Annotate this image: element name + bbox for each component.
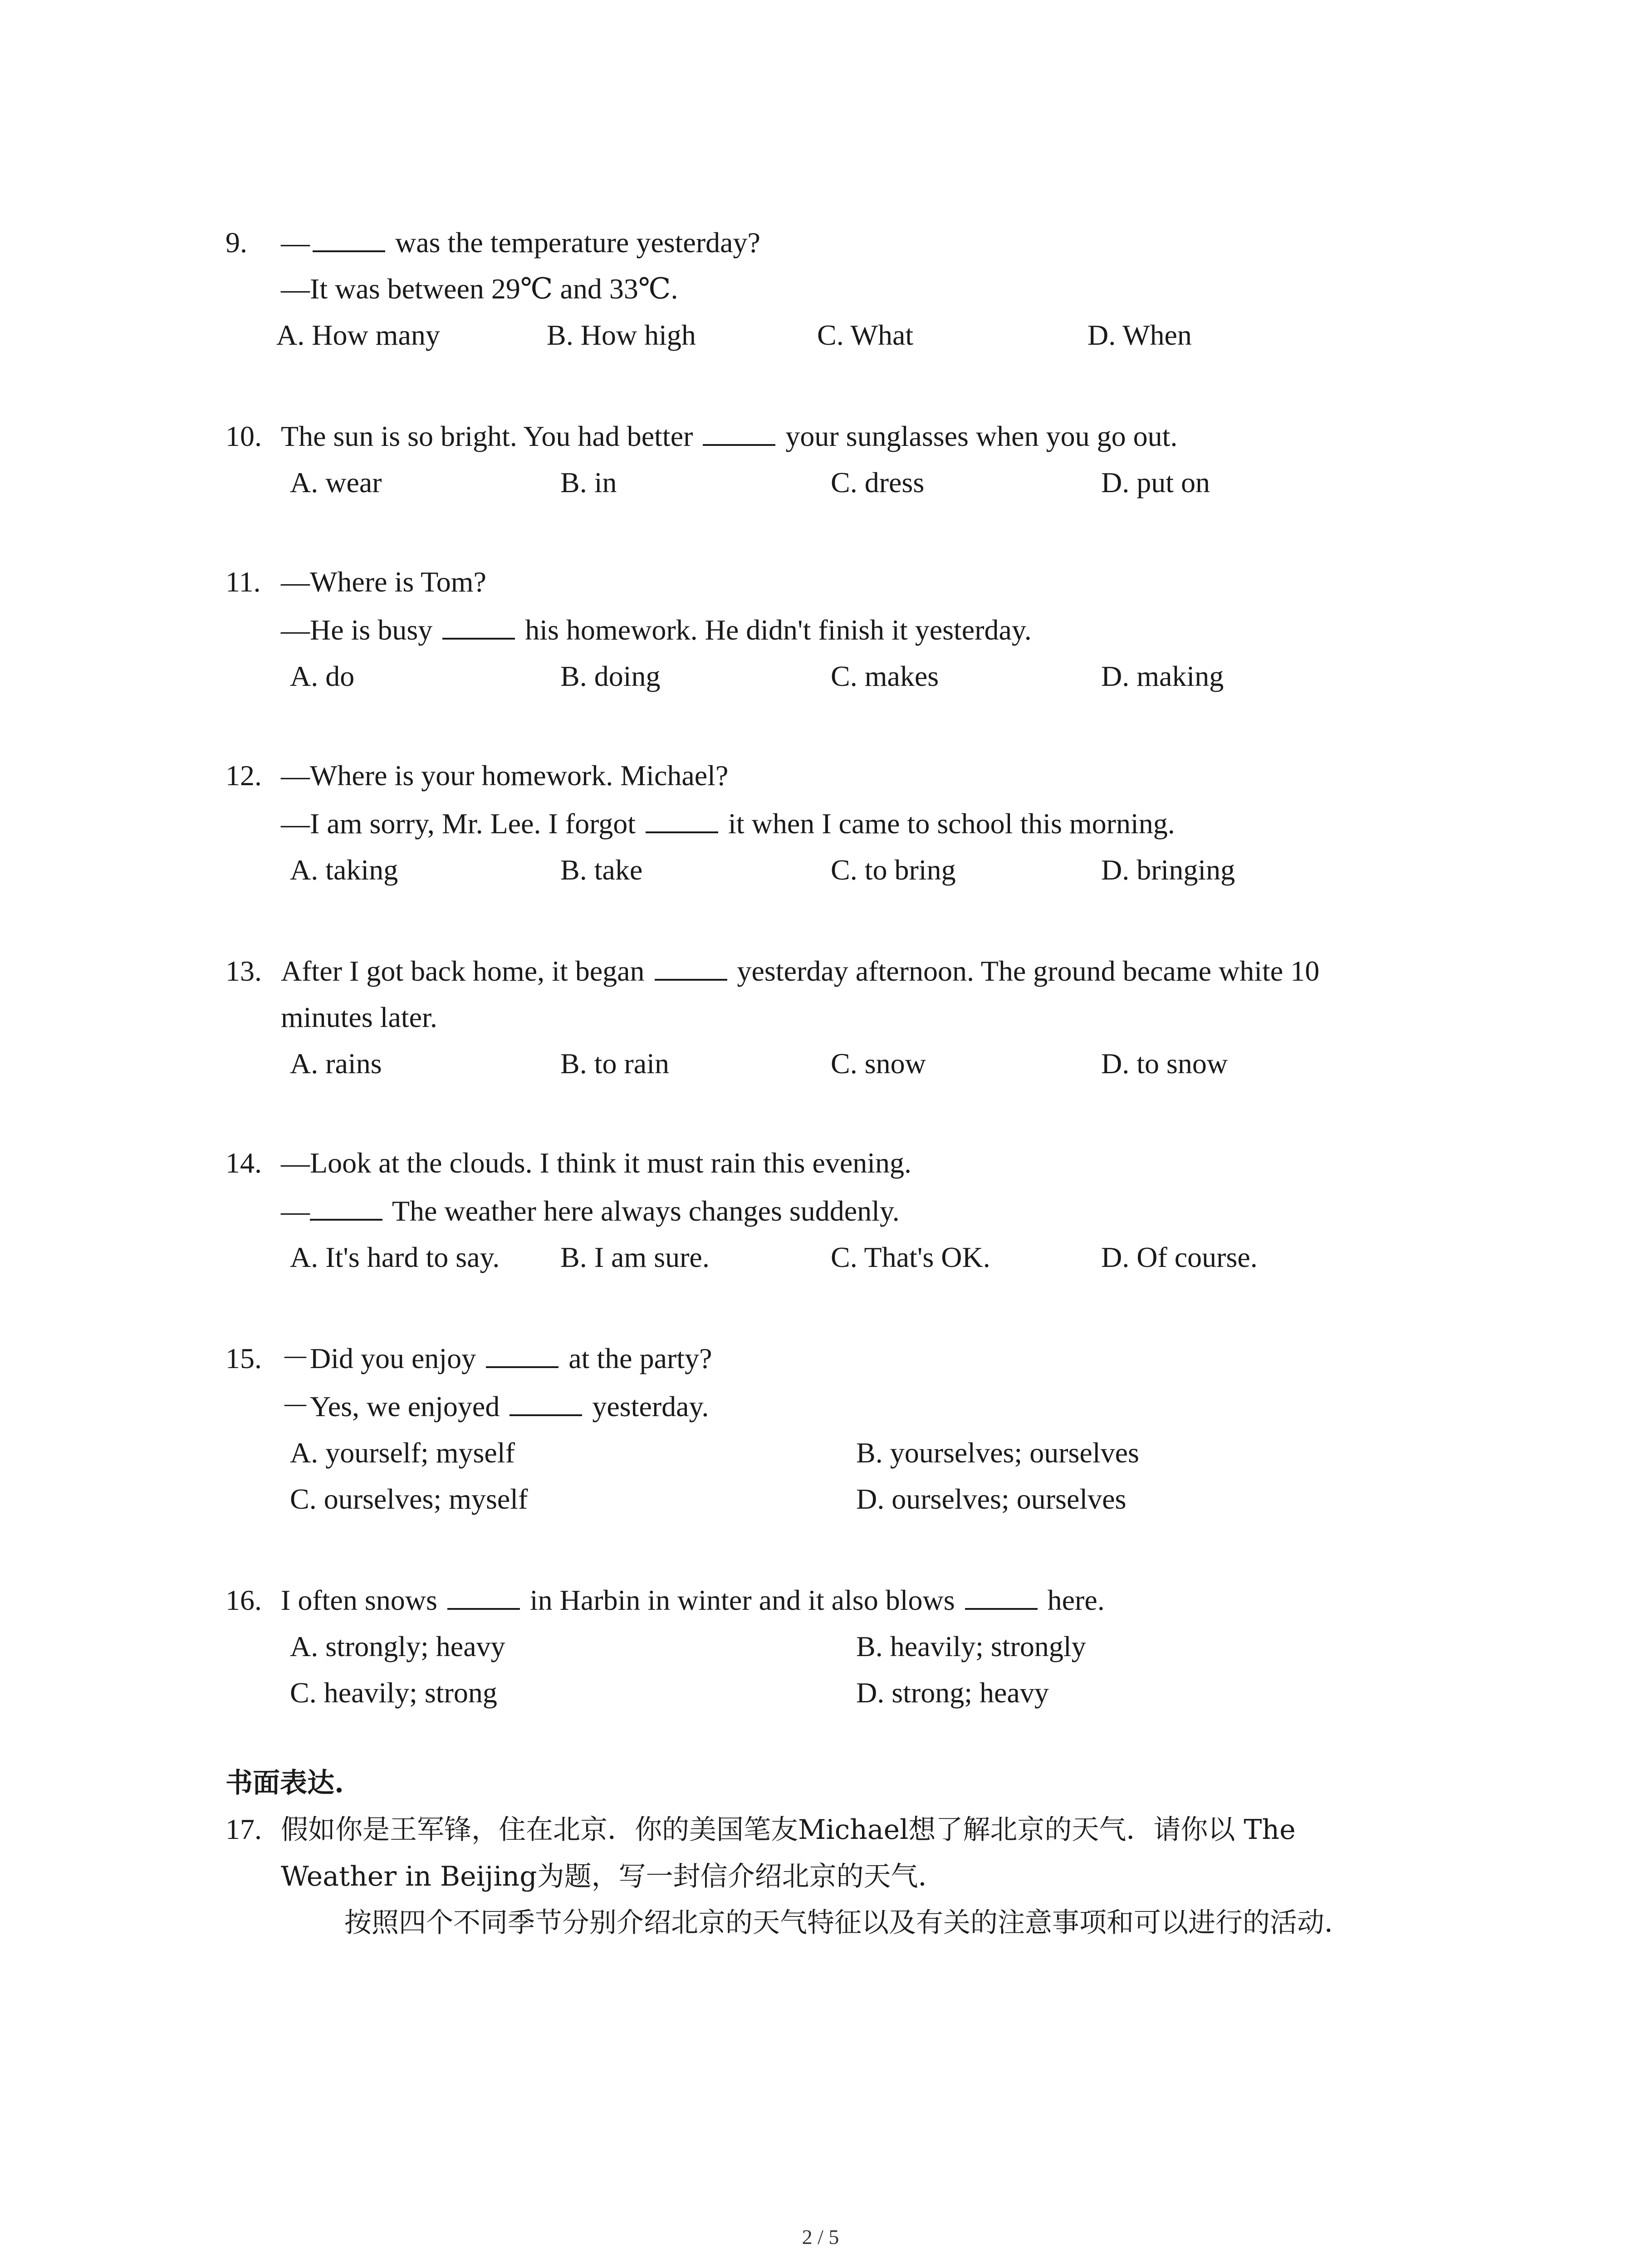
answer-suffix: The weather here always changes suddenly. [385, 1195, 900, 1227]
answer-blank [313, 218, 385, 252]
option-a: A. strongly; heavy [290, 1630, 505, 1662]
question-number: 9. [225, 226, 247, 259]
answer-prefix: — [281, 1195, 310, 1227]
question-stem-suffix: here. [1040, 1584, 1105, 1616]
question-list [225, 218, 1450, 1946]
answer-blank [646, 799, 718, 833]
answer-blank [703, 411, 775, 446]
answer-blank [655, 946, 727, 981]
option-a: A. taking [290, 854, 398, 886]
options-row [225, 653, 1450, 699]
writing-prompt-line-1: 假如你是王军锋，住在北京．你的美国笔友Michael想了解北京的天气．请你以 The [281, 1814, 1296, 1846]
question-stem-suffix: your sunglasses when you go out. [778, 420, 1178, 452]
option-c: C. What [817, 319, 914, 351]
option-d: D. strong; heavy [856, 1677, 1049, 1709]
option-c: C. dress [831, 466, 925, 499]
option-d: D. Of course. [1101, 1241, 1258, 1273]
question-stem-prefix: －Did you enjoy [281, 1342, 484, 1374]
option-c: C. makes [831, 660, 939, 692]
option-b: B. doing [560, 660, 661, 692]
answer-prefix: －Yes, we enjoyed [281, 1390, 507, 1422]
question-stem: —Where is your homework. Michael? [281, 759, 729, 792]
writing-instructions: 按照四个不同季节分别介绍北京的天气特征以及有关的注意事项和可以进行的活动． [344, 1907, 1352, 1939]
question-10 [225, 411, 1450, 506]
answer-blank [509, 1382, 582, 1416]
option-c: C. ourselves; myself [290, 1483, 528, 1515]
option-b: B. to rain [560, 1047, 669, 1080]
question-number: 17. [225, 1813, 262, 1845]
option-b: B. yourselves; ourselves [856, 1437, 1139, 1469]
option-c: C. snow [831, 1047, 926, 1080]
answer-line: —It was between 29℃ and 33℃. [281, 273, 678, 305]
question-number: 11. [225, 566, 261, 598]
question-stem-continuation: minutes later. [281, 1001, 437, 1033]
option-d: D. bringing [1101, 854, 1235, 886]
answer-prefix: —He is busy [281, 614, 440, 646]
options-grid [225, 1623, 1450, 1716]
option-a: A. do [290, 660, 355, 692]
question-11 [225, 559, 1450, 699]
page-number: 2 / 5 [802, 2225, 839, 2248]
option-a: A. How many [276, 319, 440, 351]
question-number: 12. [225, 759, 262, 792]
option-d: D. When [1087, 319, 1192, 351]
question-stem: —Where is Tom? [281, 566, 486, 598]
question-number: 14. [225, 1147, 262, 1179]
option-d: D. ourselves; ourselves [856, 1483, 1127, 1515]
option-b: B. in [560, 466, 617, 499]
question-stem-suffix: yesterday afternoon. The ground became white 10 [730, 955, 1320, 987]
question-stem-middle: in Harbin in winter and it also blows [522, 1584, 962, 1616]
question-16 [225, 1575, 1450, 1716]
question-12 [225, 753, 1450, 893]
option-b: B. heavily; strongly [856, 1630, 1086, 1662]
options-row [225, 459, 1450, 506]
question-14 [225, 1140, 1450, 1281]
options-row [225, 1234, 1450, 1281]
answer-blank [442, 605, 515, 640]
option-d: D. making [1101, 660, 1224, 692]
answer-blank [310, 1186, 382, 1221]
option-c: C. heavily; strong [290, 1677, 497, 1709]
question-number: 13. [225, 955, 262, 987]
question-stem: —Look at the clouds. I think it must rain this evening. [281, 1147, 912, 1179]
question-13 [225, 946, 1450, 1087]
option-d: D. put on [1101, 466, 1210, 499]
writing-prompt-line-2: Weather in Beijing为题，写一封信介绍北京的天气． [281, 1861, 945, 1892]
option-d: D. to snow [1101, 1047, 1228, 1080]
writing-section [225, 1760, 1450, 1946]
answer-prefix: —I am sorry, Mr. Lee. I forgot [281, 807, 643, 840]
options-grid [225, 1430, 1450, 1522]
question-number: 16. [225, 1584, 262, 1616]
options-row [225, 847, 1450, 893]
question-stem-prefix: After I got back home, it began [281, 955, 652, 987]
answer-blank [486, 1334, 558, 1368]
option-c: C. That's OK. [831, 1241, 990, 1273]
options-row [225, 312, 1450, 358]
option-c: C. to bring [831, 854, 956, 886]
question-number: 15. [225, 1342, 262, 1374]
answer-suffix: yesterday. [585, 1390, 709, 1422]
answer-suffix: it when I came to school this morning. [721, 807, 1175, 840]
option-b: B. How high [547, 319, 696, 351]
option-b: B. take [560, 854, 643, 886]
answer-blank [965, 1575, 1038, 1610]
question-stem-prefix: — [281, 226, 310, 259]
question-number: 10. [225, 420, 262, 452]
options-row [225, 1041, 1450, 1087]
answer-blank [447, 1575, 520, 1610]
question-stem-prefix: The sun is so bright. You had better [281, 420, 700, 452]
answer-suffix: his homework. He didn't finish it yesterday. [518, 614, 1032, 646]
option-a: A. yourself; myself [290, 1437, 515, 1469]
question-stem-suffix: was the temperature yesterday? [388, 226, 760, 259]
question-stem-suffix: at the party? [561, 1342, 712, 1374]
option-a: A. wear [290, 466, 382, 499]
option-a: A. It's hard to say. [290, 1241, 500, 1273]
section-title: 书面表达. [225, 1767, 344, 1799]
option-a: A. rains [290, 1047, 382, 1080]
question-stem-prefix: I often snows [281, 1584, 445, 1616]
question-9 [225, 218, 1450, 358]
question-15 [225, 1334, 1450, 1522]
option-b: B. I am sure. [560, 1241, 710, 1273]
